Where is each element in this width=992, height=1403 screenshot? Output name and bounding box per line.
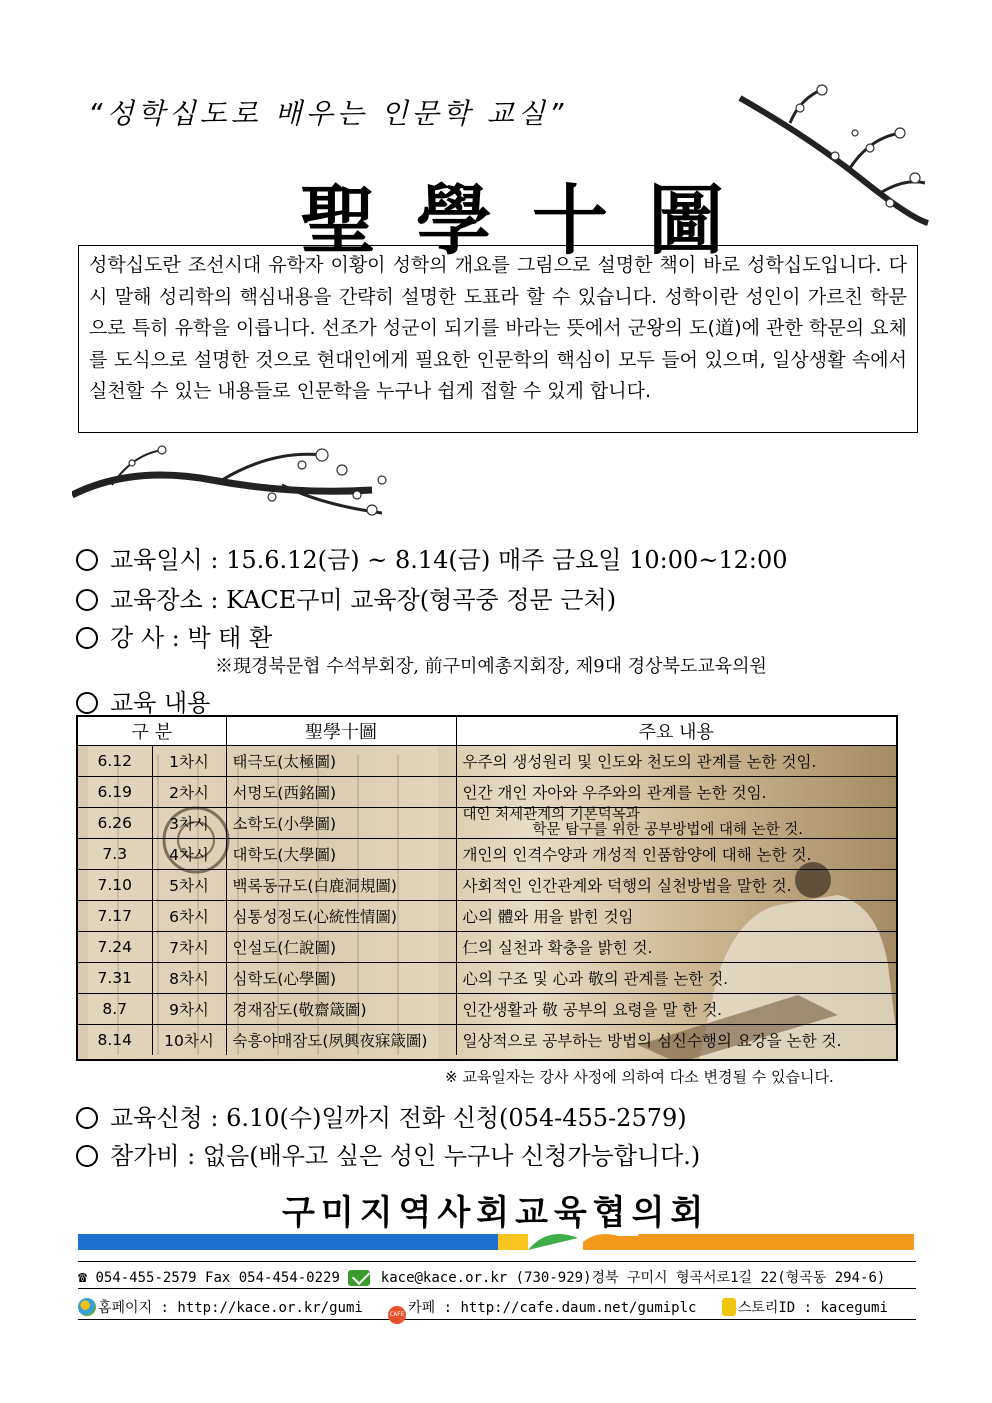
- location-info: 교육장소 : KACE구미 교육장(형곡중 정문 근처): [76, 580, 616, 615]
- col-header-division: 구 분: [78, 717, 226, 745]
- circle-bullet-icon: [76, 549, 98, 571]
- main-title: 聖學十圖: [300, 176, 764, 265]
- registration-info: 교육신청 : 6.10(수)일까지 전화 신청(054-455-2579): [76, 1098, 687, 1133]
- content-line-1: 대인 처세관계의 기본덕목과: [462, 806, 640, 823]
- fee-info: 참가비 : 없음(배우고 싶은 성인 누구나 신청가능합니다.): [76, 1136, 700, 1171]
- curriculum-table: [76, 715, 898, 1061]
- email-address: kace@kace.or.kr (730-929)경북 구미시 형곡서로1길 22(형곡동 294-6): [380, 1270, 886, 1286]
- table-row: 7.10 5차시 백록동규도(白鹿洞規圖) 사회적인 인간관계와 덕행의 실천방법을 말한 것.: [78, 869, 896, 900]
- decorative-color-bar: [78, 1230, 914, 1254]
- circle-bullet-icon: [76, 1107, 98, 1129]
- curriculum-table-grid: [78, 717, 896, 1055]
- table-row: 8.7 9차시 경재잠도(敬齋箴圖) 인간생활과 敬 공부의 요령을 말 한 것.: [78, 993, 896, 1024]
- content-line-2: 학문 탐구를 위한 공부방법에 대해 논한 것.: [532, 821, 803, 838]
- content-heading: 교육 내용: [76, 683, 210, 718]
- story-icon: [722, 1298, 736, 1316]
- schedule-info: 교육일시 : 15.6.12(금) ~ 8.14(금) 매주 금요일 10:00~12:00: [76, 540, 788, 575]
- table-row: 6.26 3차시 소학도(小學圖) 대인 처세관계의 기본덕목과 학문 탐구를 위한 공부방법에 대해 논한 것.: [78, 807, 896, 838]
- homepage-link[interactable]: 홈페이지 : http://kace.or.kr/gumi: [98, 1300, 363, 1316]
- cafe-icon: CAFE: [388, 1306, 406, 1324]
- table-row: 6.12 1차시 태극도(太極圖) 우주의 생성원리 및 인도와 천도의 관계를 논한 것임.: [78, 745, 896, 776]
- cafe-link[interactable]: 카페 : http://cafe.daum.net/gumiplc: [408, 1300, 697, 1316]
- organization-name: 구미지역사회교육협의회: [282, 1193, 710, 1233]
- col-header-diagram: 聖學十圖: [226, 717, 456, 745]
- table-row: 8.14 10차시 숙흥야매잠도(夙興夜寐箴圖) 일상적으로 공부하는 방법의 심신수행의 요강을 논한 것.: [78, 1024, 896, 1055]
- plum-branch-top-image: [730, 78, 930, 228]
- web-links-line: [78, 1292, 916, 1320]
- mail-icon: [348, 1270, 370, 1286]
- circle-bullet-icon: [76, 692, 98, 714]
- lecturer-info: 강 사 : 박 태 환: [76, 618, 272, 653]
- table-row: 7.31 8차시 심학도(心學圖) 心의 구조 및 心과 敬의 관계를 논한 것.: [78, 962, 896, 993]
- table-row: 7.24 7차시 인설도(仁說圖) 仁의 실천과 확충을 밝힌 것.: [78, 931, 896, 962]
- intro-text: 성학십도란 조선시대 유학자 이황이 성학의 개요를 그림으로 설명한 책이 바로 성학십도입니다. 다시 말해 성리학의 핵심내용을 간략히 설명한 도표라 할 수 있습니다. 성학이란 성인이 가르친 학문으로 특히 유학을 이릅니다. 선조가 성군이 되기를 바라는 뜻에서 군왕의 도(道)에 관한 학문의 요체를 도식으로 설명한 것으로 현대인에게 필요한 인문학의 핵심이 모두 들어 있으며, 일상생활 속에서 실천할 수 있는 내용들로 인문학을 누구나 쉽게 접할 수 있게 합니다.: [78, 245, 918, 433]
- phone-icon: ☎: [78, 1268, 88, 1286]
- phone-fax: 054-455-2579 Fax 054-454-0229: [95, 1270, 340, 1286]
- table-row: 6.19 2차시 서명도(西銘圖) 인간 개인 자아와 우주와의 관계를 논한 것임.: [78, 776, 896, 807]
- contact-line: [78, 1261, 916, 1289]
- plum-branch-bottom-image: [72, 435, 472, 525]
- subtitle: “성학십도로 배우는 인문학 교실”: [88, 97, 568, 130]
- table-header-row: [78, 717, 896, 745]
- table-row: 7.3 4차시 대학도(大學圖) 개인의 인격수양과 개성적 인품함양에 대해 논한 것.: [78, 838, 896, 869]
- col-header-content: 주요 내용: [456, 717, 896, 745]
- circle-bullet-icon: [76, 627, 98, 649]
- home-icon: [78, 1298, 96, 1316]
- circle-bullet-icon: [76, 1145, 98, 1167]
- circle-bullet-icon: [76, 589, 98, 611]
- lecturer-note: ※現경북문협 수석부회장, 前구미예총지회장, 제9대 경상북도교육의원: [215, 656, 767, 677]
- table-row: 7.17 6차시 심통성정도(心統性情圖) 心의 體와 用을 밝힌 것임: [78, 900, 896, 931]
- schedule-footnote: ※ 교육일자는 강사 사정에 의하여 다소 변경될 수 있습니다.: [445, 1068, 834, 1086]
- story-id: 스토리ID : kacegumi: [737, 1300, 888, 1316]
